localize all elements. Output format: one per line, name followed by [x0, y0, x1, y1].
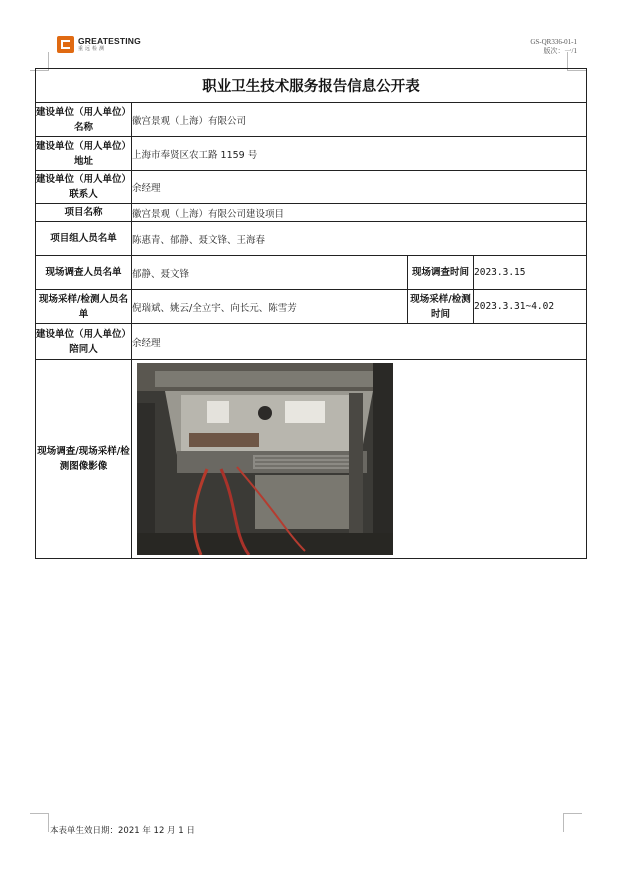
- table-row: [36, 290, 587, 324]
- row-value-employer-address: 上海市奉贤区农工路 1159 号: [132, 137, 587, 171]
- row-value-survey-staff: 郁静、聂文锋: [132, 256, 408, 290]
- row-label-sampling-time: 现场采样/检测时间: [408, 290, 474, 324]
- row-value-project-members: 陈惠青、郁静、聂文锋、王海春: [132, 222, 587, 256]
- company-logo: [57, 36, 141, 53]
- effective-date: 本表单生效日期：2021 年 12 月 1 日: [50, 826, 195, 836]
- table-row: [36, 360, 587, 559]
- table-row: [36, 171, 587, 204]
- table-row: [36, 222, 587, 256]
- table-row: [36, 204, 587, 222]
- table-row: [36, 256, 587, 290]
- row-label-photo: 现场调查/现场采样/检测图像影像: [36, 360, 132, 559]
- row-label-project-name: 项目名称: [36, 204, 132, 222]
- table-row: [36, 137, 587, 171]
- photo-cell: [132, 360, 587, 559]
- logo-mark-icon: [57, 36, 74, 53]
- logo-name: GREATESTING: [78, 35, 141, 46]
- crop-mark-bottom-right: [563, 813, 582, 832]
- row-value-sampling-staff: 倪瑞斌、姚云/全立宇、向长元、陈雪芳: [132, 290, 408, 324]
- row-value-sampling-time: 2023.3.31~4.02: [474, 290, 587, 324]
- disclosure-table: [35, 68, 587, 559]
- table-title: 职业卫生技术服务报告信息公开表: [36, 69, 587, 103]
- document-code: GS-QR336-01-1: [530, 38, 577, 46]
- row-value-survey-time: 2023.3.15: [474, 256, 587, 290]
- site-photo: [137, 363, 393, 555]
- row-label-escort: 建设单位（用人单位）陪同人: [36, 324, 132, 360]
- crop-mark-bottom-left: [30, 813, 49, 832]
- table-row: [36, 103, 587, 137]
- row-value-employer-name: 徽宫景观（上海）有限公司: [132, 103, 587, 137]
- row-label-employer-name: 建设单位（用人单位）名称: [36, 103, 132, 137]
- row-label-sampling-staff: 现场采样/检测人员名单: [36, 290, 132, 324]
- row-label-project-members: 项目组人员名单: [36, 222, 132, 256]
- row-value-project-name: 徽宫景观（上海）有限公司建设项目: [132, 204, 587, 222]
- row-label-employer-contact: 建设单位（用人单位）联系人: [36, 171, 132, 204]
- row-label-survey-staff: 现场调查人员名单: [36, 256, 132, 290]
- row-value-escort: 余经理: [132, 324, 587, 360]
- logo-subtitle: 重远检测: [78, 46, 107, 53]
- document-version: 版次：一/1: [543, 47, 577, 55]
- row-value-employer-contact: 余经理: [132, 171, 587, 204]
- row-label-survey-time: 现场调查时间: [408, 256, 474, 290]
- row-label-employer-address: 建设单位（用人单位）地址: [36, 137, 132, 171]
- table-row: [36, 324, 587, 360]
